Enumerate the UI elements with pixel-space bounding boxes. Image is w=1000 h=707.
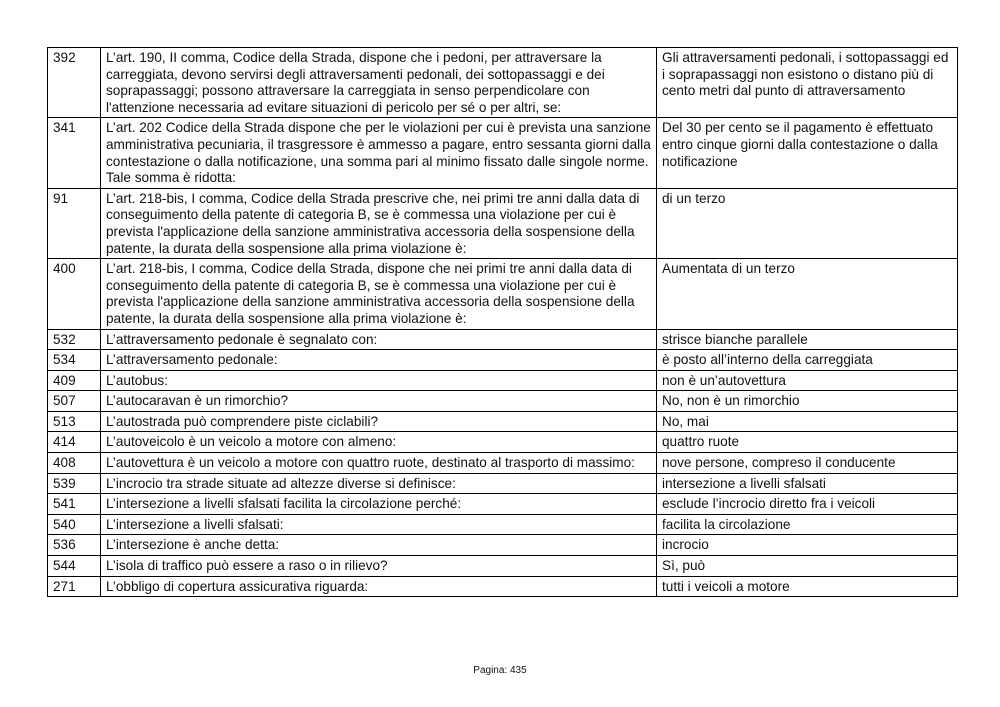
question-text: L’art. 218-bis, I comma, Codice della Strada prescrive che, nei primi tre anni dalla data di conseguimento della patente di categoria B, se è commessa una violazione per cui è prevista l'applicazione della sanzione amministrativa accessoria della sospensione della patente, la durata della sospensione alla prima violazione è: — [101, 188, 657, 258]
question-number: 544 — [48, 556, 101, 577]
question-text: L’autocaravan è un rimorchio? — [101, 391, 657, 412]
table-row — [48, 48, 958, 118]
answer-text: Sì, può — [657, 556, 958, 577]
quiz-table-body — [48, 48, 958, 597]
table-row — [48, 535, 958, 556]
quiz-table — [47, 47, 958, 597]
table-row — [48, 259, 958, 329]
question-number: 534 — [48, 350, 101, 371]
question-number: 540 — [48, 514, 101, 535]
question-number: 513 — [48, 411, 101, 432]
table-row — [48, 453, 958, 474]
question-text: L’autovettura è un veicolo a motore con quattro ruote, destinato al trasporto di massimo: — [101, 453, 657, 474]
answer-text: Gli attraversamenti pedonali, i sottopassaggi ed i soprapassaggi non esistono o distano più di cento metri dal punto di attraversamento — [657, 48, 958, 118]
question-text: L’incrocio tra strade situate ad altezze diverse si definisce: — [101, 473, 657, 494]
question-text: L’isola di traffico può essere a raso o in rilievo? — [101, 556, 657, 577]
question-text: L’art. 202 Codice della Strada dispone che per le violazioni per cui è prevista una sanzione amministrativa pecuniaria, il trasgressore è ammesso a pagare, entro sessanta giorni dalla contestazione o dalla notificazione, una somma pari al minimo fissato dalle singole norme. Tale somma è ridotta: — [101, 118, 657, 188]
table-row — [48, 188, 958, 258]
table-row — [48, 432, 958, 453]
table-row — [48, 514, 958, 535]
page-number: Pagina: 435 — [473, 665, 527, 676]
question-text: L’autobus: — [101, 370, 657, 391]
table-row — [48, 556, 958, 577]
question-text: L’intersezione a livelli sfalsati: — [101, 514, 657, 535]
question-number: 409 — [48, 370, 101, 391]
question-text: L’attraversamento pedonale: — [101, 350, 657, 371]
question-text: L’intersezione è anche detta: — [101, 535, 657, 556]
question-number: 541 — [48, 494, 101, 515]
answer-text: strisce bianche parallele — [657, 329, 958, 350]
table-row — [48, 494, 958, 515]
answer-text: quattro ruote — [657, 432, 958, 453]
question-number: 91 — [48, 188, 101, 258]
table-row — [48, 329, 958, 350]
question-text: L’autoveicolo è un veicolo a motore con almeno: — [101, 432, 657, 453]
answer-text: non è un’autovettura — [657, 370, 958, 391]
answer-text: intersezione a livelli sfalsati — [657, 473, 958, 494]
table-row — [48, 370, 958, 391]
question-text: L’art. 218-bis, I comma, Codice della Strada, dispone che nei primi tre anni dalla data di conseguimento della patente di categoria B, se è commessa una violazione per cui è prevista l'applicazione della sanzione amministrativa accessoria della sospensione della patente, la durata della sospensione alla prima violazione è: — [101, 259, 657, 329]
answer-text: Aumentata di un terzo — [657, 259, 958, 329]
question-text: L’autostrada può comprendere piste ciclabili? — [101, 411, 657, 432]
question-text: L’art. 190, II comma, Codice della Strada, dispone che i pedoni, per attraversare la carreggiata, devono servirsi degli attraversamenti pedonali, dei sottopassaggi e dei soprapassaggi; possono attraversare la carreggiata in senso perpendicolare con l'attenzione necessaria ad evitare situazioni di pericolo per sé o per altri, se: — [101, 48, 657, 118]
question-number: 532 — [48, 329, 101, 350]
question-number: 341 — [48, 118, 101, 188]
table-row — [48, 350, 958, 371]
question-text: L’obbligo di copertura assicurativa riguarda: — [101, 576, 657, 597]
table-row — [48, 576, 958, 597]
answer-text: tutti i veicoli a motore — [657, 576, 958, 597]
question-number: 271 — [48, 576, 101, 597]
answer-text: nove persone, compreso il conducente — [657, 453, 958, 474]
answer-text: è posto all’interno della carreggiata — [657, 350, 958, 371]
answer-text: No, non è un rimorchio — [657, 391, 958, 412]
answer-text: esclude l’incrocio diretto fra i veicoli — [657, 494, 958, 515]
answer-text: facilita la circolazione — [657, 514, 958, 535]
question-number: 507 — [48, 391, 101, 412]
table-row — [48, 473, 958, 494]
table-row — [48, 391, 958, 412]
answer-text: di un terzo — [657, 188, 958, 258]
question-number: 539 — [48, 473, 101, 494]
question-number: 408 — [48, 453, 101, 474]
table-row — [48, 118, 958, 188]
question-text: L’intersezione a livelli sfalsati facilita la circolazione perché: — [101, 494, 657, 515]
answer-text: No, mai — [657, 411, 958, 432]
question-number: 536 — [48, 535, 101, 556]
question-number: 414 — [48, 432, 101, 453]
table-row — [48, 411, 958, 432]
question-number: 400 — [48, 259, 101, 329]
answer-text: Del 30 per cento se il pagamento è effettuato entro cinque giorni dalla contestazione o dalla notificazione — [657, 118, 958, 188]
question-number: 392 — [48, 48, 101, 118]
question-text: L’attraversamento pedonale è segnalato con: — [101, 329, 657, 350]
answer-text: incrocio — [657, 535, 958, 556]
